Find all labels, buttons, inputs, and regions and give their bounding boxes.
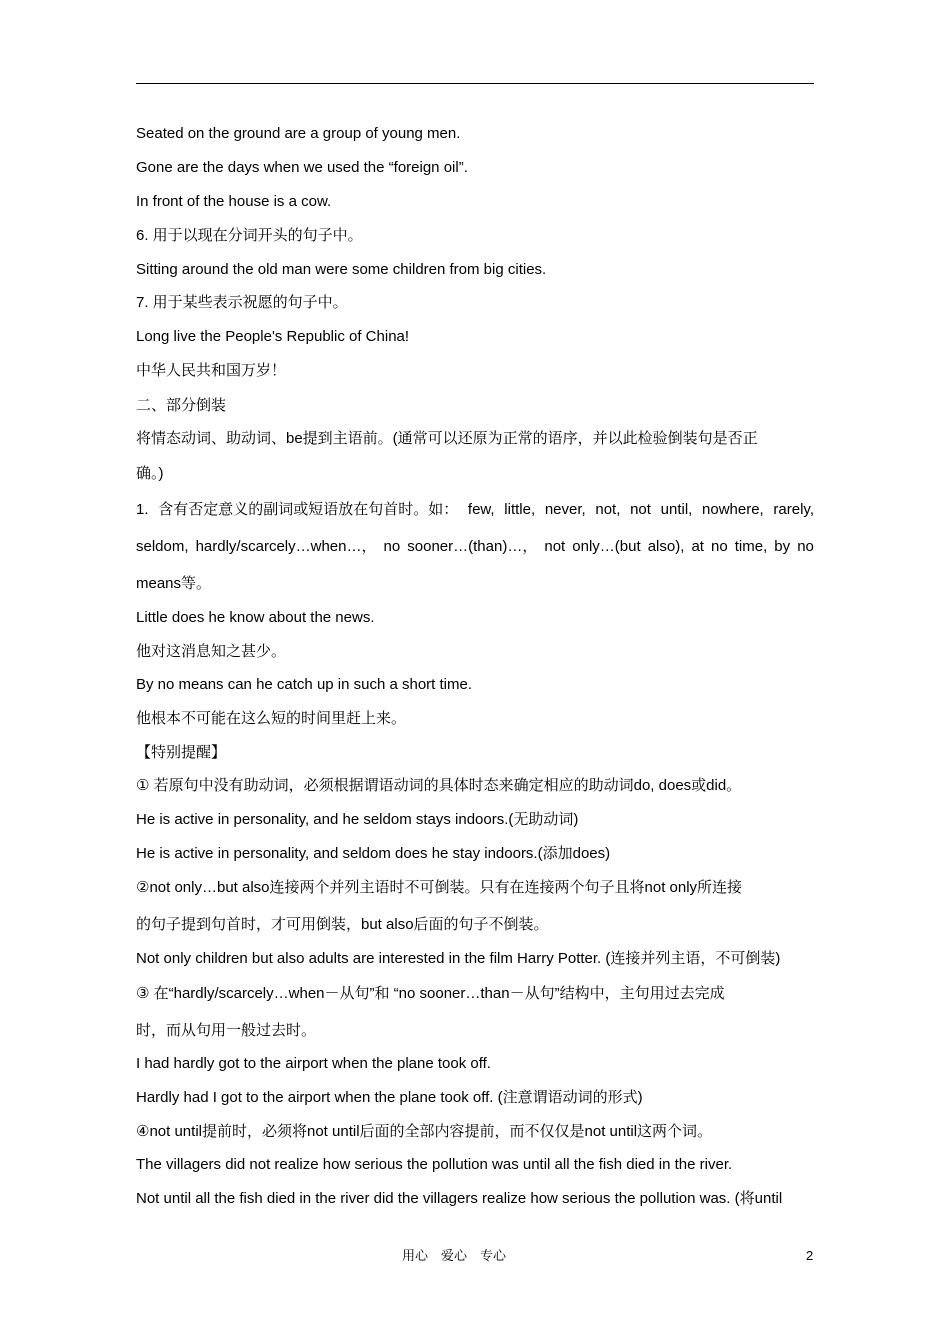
word: not, <box>595 501 621 518</box>
text-line: 7. 用于某些表示祝愿的句子中。 <box>136 294 348 311</box>
word: also), <box>647 538 685 555</box>
word: no <box>797 538 814 555</box>
word: rarely, <box>773 501 814 518</box>
page-number: 2 <box>806 1248 814 1263</box>
text-line: 【特别提醒】 <box>136 744 227 761</box>
word: until, <box>660 501 693 518</box>
text-line: By no means can he catch up in such a short time. <box>136 676 473 693</box>
text-line: ③ 在“hardly/scarcely…when－从句”和 “no sooner…than－从句”结构中，主句用过去完成 <box>136 985 725 1002</box>
text-line: 二、部分倒装 <box>136 397 227 414</box>
text-line: ① 若原句中没有助动词，必须根据谓语动词的具体时态来确定相应的助动词do, does或did。 <box>136 777 742 794</box>
text-line: 的句子提到句首时，才可用倒装，but also后面的句子不倒装。 <box>136 916 549 933</box>
text-line: 确。) <box>136 465 164 482</box>
text-line: 中华人民共和国万岁！ <box>136 362 287 379</box>
text-line: Gone are the days when we used the “foreign oil”. <box>136 159 468 176</box>
text-line: 他根本不可能在这么短的时间里赶上来。 <box>136 710 407 727</box>
word: not <box>544 538 566 555</box>
word: time, <box>734 538 768 555</box>
word: never, <box>544 501 586 518</box>
word: little, <box>504 501 536 518</box>
text-line: Not only children but also adults are interested in the film Harry Potter. (连接并列主语，不可倒装) <box>136 950 781 967</box>
word: hardly/scarcely…when…， <box>195 538 377 555</box>
word: 1. <box>136 501 149 518</box>
text-line: 将情态动词、助动词、be提到主语前。(通常可以还原为正常的语序，并以此检验倒装句是否正 <box>136 430 758 447</box>
word: by <box>774 538 791 555</box>
word: no <box>383 538 401 555</box>
word: sooner…(than)…， <box>407 538 538 555</box>
word: nowhere, <box>702 501 764 518</box>
word: at <box>691 538 704 555</box>
text-line: He is active in personality, and seldom does he stay indoors.(添加does) <box>136 845 611 862</box>
word: only…(but <box>572 538 641 555</box>
text-line: means等。 <box>136 575 212 592</box>
text-line: Long live the People's Republic of China! <box>136 328 410 345</box>
word: seldom, <box>136 538 189 555</box>
text-line: 时，而从句用一般过去时。 <box>136 1022 317 1039</box>
text-line: 他对这消息知之甚少。 <box>136 643 287 660</box>
text-line: Little does he know about the news. <box>136 609 375 626</box>
word: no <box>711 538 728 555</box>
text-line: I had hardly got to the airport when the plane took off. <box>136 1055 491 1072</box>
text-line <box>136 537 814 557</box>
word: few, <box>467 501 495 518</box>
text-line: ②not only…but also连接两个并列主语时不可倒装。只有在连接两个句子且将not only所连接 <box>136 879 743 896</box>
text-line: In front of the house is a cow. <box>136 193 332 210</box>
word: not <box>630 501 651 518</box>
text-line: ④not until提前时，必须将not until后面的全部内容提前，而不仅仅是not until这两个词。 <box>136 1123 713 1140</box>
text-line: Seated on the ground are a group of young men. <box>136 125 461 142</box>
text-line: Hardly had I got to the airport when the plane took off. (注意谓语动词的形式) <box>136 1089 643 1106</box>
text-line: 6. 用于以现在分词开头的句子中。 <box>136 227 363 244</box>
text-line: The villagers did not realize how serious the pollution was until all the fish died in the river. <box>136 1156 733 1173</box>
text-line: Sitting around the old man were some children from big cities. <box>136 261 547 278</box>
text-line: Not until all the fish died in the river did the villagers realize how serious the pollution was. (将until <box>136 1190 783 1207</box>
header-rule <box>136 83 814 84</box>
text-line: He is active in personality, and he seldom stays indoors.(无助动词) <box>136 811 579 828</box>
word: 含有否定意义的副词或短语放在句首时。如： <box>158 501 459 518</box>
text-line <box>136 500 814 520</box>
footer-motto: 用心 爱心 专心 <box>402 1248 507 1263</box>
